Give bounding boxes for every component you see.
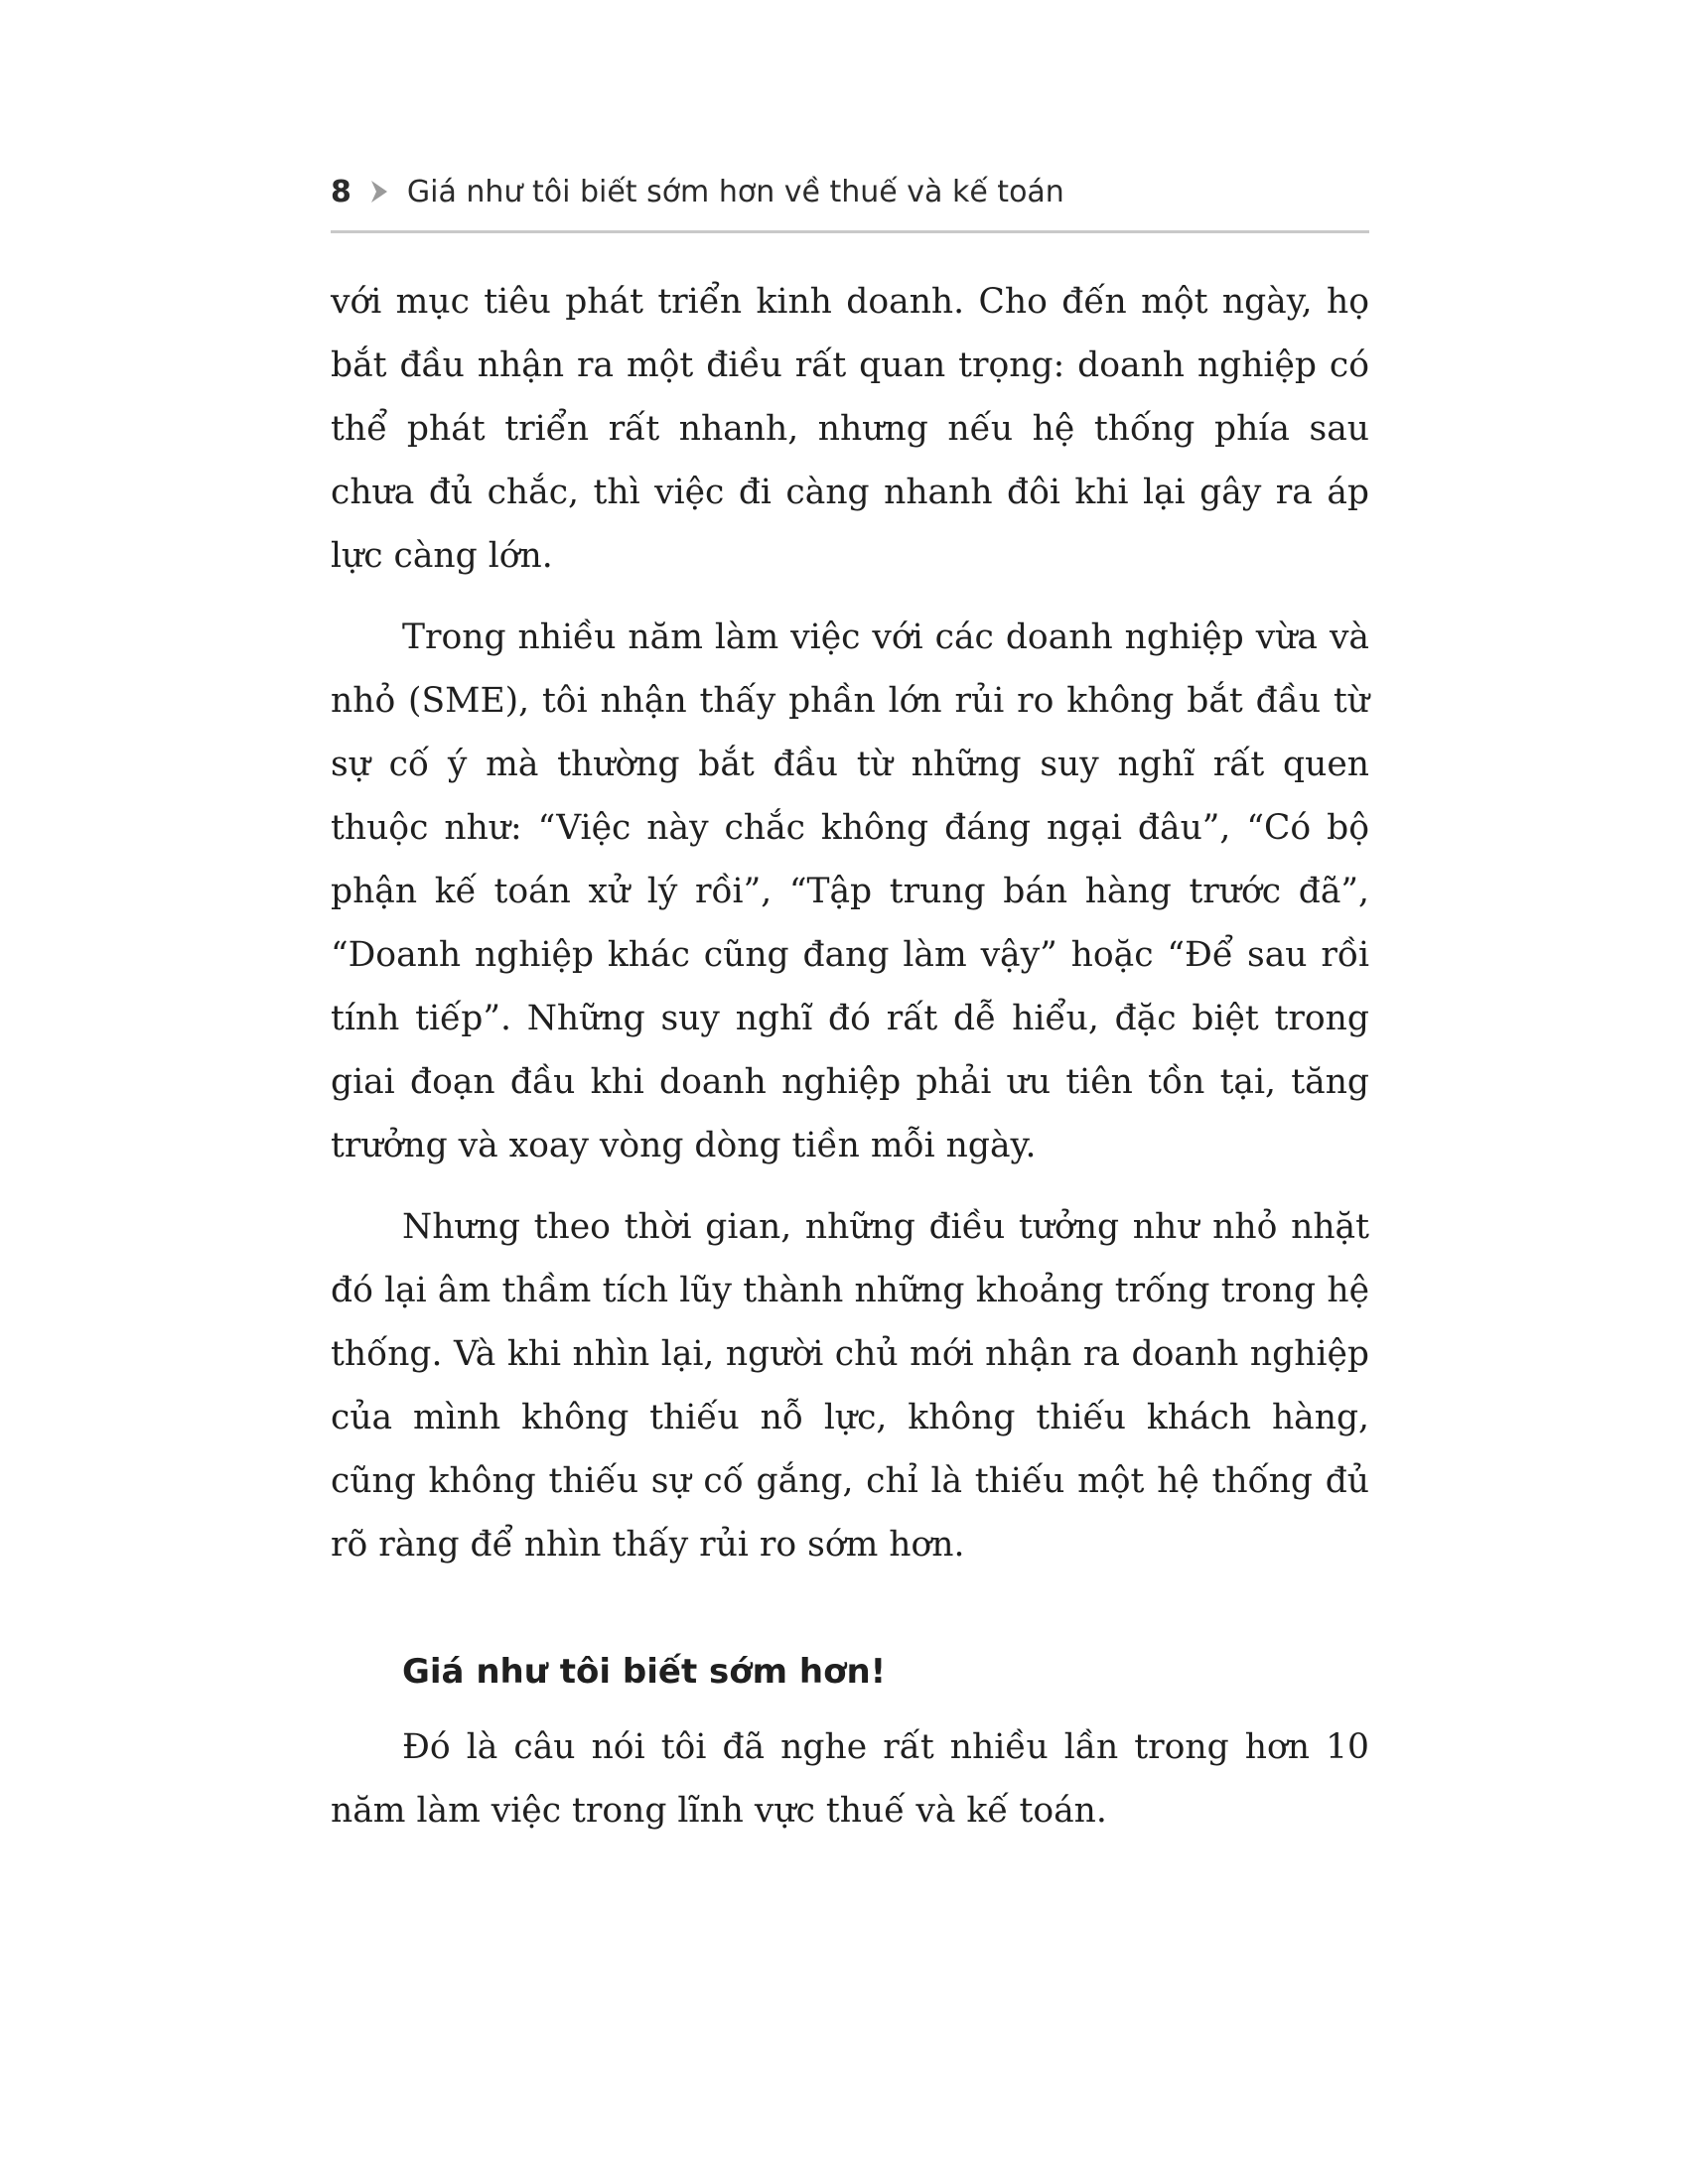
running-title: Giá như tôi biết sớm hơn về thuế và kế toán: [406, 174, 1064, 209]
page-number: 8: [331, 174, 352, 209]
page-body: [331, 270, 1369, 1843]
paragraph: Đó là câu nói tôi đã nghe rất nhiều lần trong hơn 10 năm làm việc trong lĩnh vực thuế và kế toán.: [331, 1727, 1369, 1831]
paragraph: với mục tiêu phát triển kinh doanh. Cho đến một ngày, họ bắt đầu nhận ra một điều rất quan trọng: doanh nghiệp có thể phát triển rất nhanh, nhưng nếu hệ thống phía sau chưa đủ chắc, thì việc đi càng nhanh đôi khi lại gây ra áp lực càng lớn.: [331, 282, 1369, 576]
running-header: [331, 167, 1369, 216]
chevron-right-icon: [369, 179, 389, 205]
paragraph: Trong nhiều năm làm việc với các doanh nghiệp vừa và nhỏ (SME), tôi nhận thấy phần lớn rủi ro không bắt đầu từ sự cố ý mà thường bắt đầu từ những suy nghĩ rất quen thuộc như: “Việc này chắc không đáng ngại đâu”, “Có bộ phận kế toán xử lý rồi”, “Tập trung bán hàng trước đã”, “Doanh nghiệp khác cũng đang làm vậy” hoặc “Để sau rồi tính tiếp”. Những suy nghĩ đó rất dễ hiểu, đặc biệt trong giai đoạn đầu khi doanh nghiệp phải ưu tiên tồn tại, tăng trưởng và xoay vòng dòng tiền mỗi ngày.: [331, 617, 1369, 1165]
section-heading: Giá như tôi biết sớm hơn!: [402, 1652, 887, 1692]
paragraph: Nhưng theo thời gian, những điều tưởng như nhỏ nhặt đó lại âm thầm tích lũy thành những khoảng trống trong hệ thống. Và khi nhìn lại, người chủ mới nhận ra doanh nghiệp của mình không thiếu nỗ lực, không thiếu khách hàng, cũng không thiếu sự cố gắng, chỉ là thiếu một hệ thống đủ rõ ràng để nhìn thấy rủi ro sớm hơn.: [331, 1207, 1369, 1565]
header-divider: [331, 230, 1369, 233]
